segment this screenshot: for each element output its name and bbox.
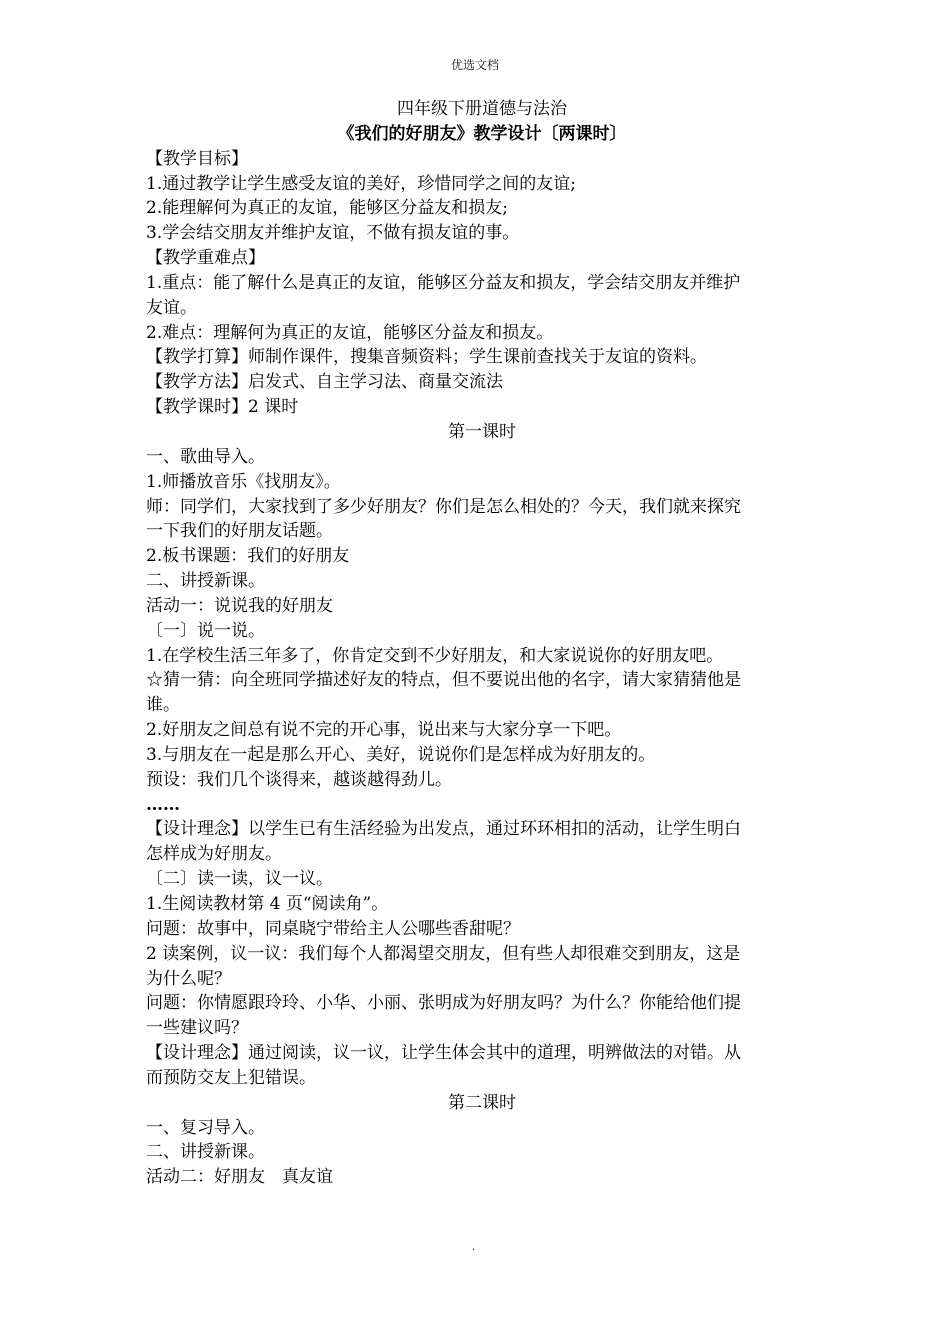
section-label-line: 【教学方法】启发式、自主学习法、商量交流法 bbox=[146, 372, 503, 393]
body-line: 1.师播放音乐《找朋友》。 bbox=[146, 471, 341, 492]
section-label-line: 【教学目标】 bbox=[146, 148, 248, 169]
body-line: 问题：故事中，同桌晓宁带给主人公哪些香甜呢？ bbox=[146, 918, 520, 939]
lesson-heading: 第二课时 bbox=[448, 1092, 516, 1113]
body-line: 一些建议吗？ bbox=[146, 1018, 248, 1039]
section-label-line: 【教学打算】师制作课件，搜集音频资料；学生课前查找关于友谊的资料。 bbox=[146, 347, 707, 368]
body-line: 一、复习导入。 bbox=[146, 1117, 265, 1138]
body-line: 怎样成为好朋友。 bbox=[146, 844, 282, 865]
body-line: 一下我们的好朋友话题。 bbox=[146, 521, 333, 542]
body-line: 2.能理解何为真正的友谊，能够区分益友和损友; bbox=[146, 198, 508, 219]
body-line: 3.学会结交朋友并维护友谊，不做有损友谊的事。 bbox=[146, 223, 520, 244]
body-line: 活动一：说说我的好朋友 bbox=[146, 595, 333, 616]
body-line: 谁。 bbox=[146, 695, 180, 716]
document-title: 《我们的好朋友》教学设计〔两课时〕 bbox=[337, 123, 627, 144]
section-label-line: 【教学重难点】 bbox=[146, 248, 265, 269]
section-label-line: 【设计理念】以学生已有生活经验为出发点，通过环环相扣的活动，让学生明白 bbox=[146, 819, 741, 840]
document-body bbox=[146, 97, 818, 1190]
body-line: 活动二：好朋友 真友谊 bbox=[146, 1167, 333, 1188]
section-label-line: 【教学课时】2 课时 bbox=[146, 397, 299, 418]
body-line: ☆猜一猜：向全班同学描述好友的特点，但不要说出他的名字，请大家猜猜他是 bbox=[146, 670, 741, 691]
body-line: 〔一〕说一说。 bbox=[146, 620, 265, 641]
body-line: 二、讲授新课。 bbox=[146, 1142, 265, 1163]
lesson-heading: 第一课时 bbox=[448, 421, 516, 442]
body-line: 3.与朋友在一起是那么开心、美好，说说你们是怎样成为好朋友的。 bbox=[146, 744, 656, 765]
body-line: 而预防交友上犯错误。 bbox=[146, 1067, 316, 1088]
body-line: 友谊。 bbox=[146, 297, 197, 318]
body-line: 2 读案例，议一议：我们每个人都渴望交朋友，但有些人却很难交到朋友，这是 bbox=[146, 943, 741, 964]
body-line: 问题：你情愿跟玲玲、小华、小丽、张明成为好朋友吗？为什么？你能给他们提 bbox=[146, 993, 741, 1014]
page-footer-mark: . bbox=[472, 1242, 476, 1253]
body-line: 1.生阅读教材第 4 页“阅读角”。 bbox=[146, 894, 389, 914]
body-line: 二、讲授新课。 bbox=[146, 571, 265, 592]
body-line: 1.在学校生活三年多了，你肯定交到不少好朋友，和大家说说你的好朋友吧。 bbox=[146, 645, 724, 666]
body-line: 2.板书课题：我们的好朋友 bbox=[146, 546, 350, 567]
body-line: 2.好朋友之间总有说不完的开心事，说出来与大家分享一下吧。 bbox=[146, 720, 622, 741]
body-line: 一、歌曲导入。 bbox=[146, 446, 265, 467]
body-line: 〔二〕读一读，议一议。 bbox=[146, 869, 333, 890]
document-subtitle: 四年级下册道德与法治 bbox=[397, 99, 567, 119]
body-line: 为什么呢？ bbox=[146, 968, 231, 989]
body-line: 1.重点：能了解什么是真正的友谊，能够区分益友和损友，学会结交朋友并维护 bbox=[146, 272, 741, 293]
body-line: 预设：我们几个谈得来，越谈越得劲儿。 bbox=[146, 769, 452, 790]
body-line: 2.难点：理解何为真正的友谊，能够区分益友和损友。 bbox=[146, 322, 554, 343]
body-line: 1.通过教学让学生感受友谊的美好，珍惜同学之间的友谊; bbox=[146, 173, 576, 194]
section-label-line: 【设计理念】通过阅读，议一议，让学生体会其中的道理，明辨做法的对错。从 bbox=[146, 1043, 741, 1064]
page-header-note: 优选文档 bbox=[450, 58, 499, 72]
body-line: …… bbox=[146, 794, 180, 815]
body-line: 师：同学们，大家找到了多少好朋友？你们是怎么相处的？今天，我们就来探究 bbox=[146, 496, 741, 517]
